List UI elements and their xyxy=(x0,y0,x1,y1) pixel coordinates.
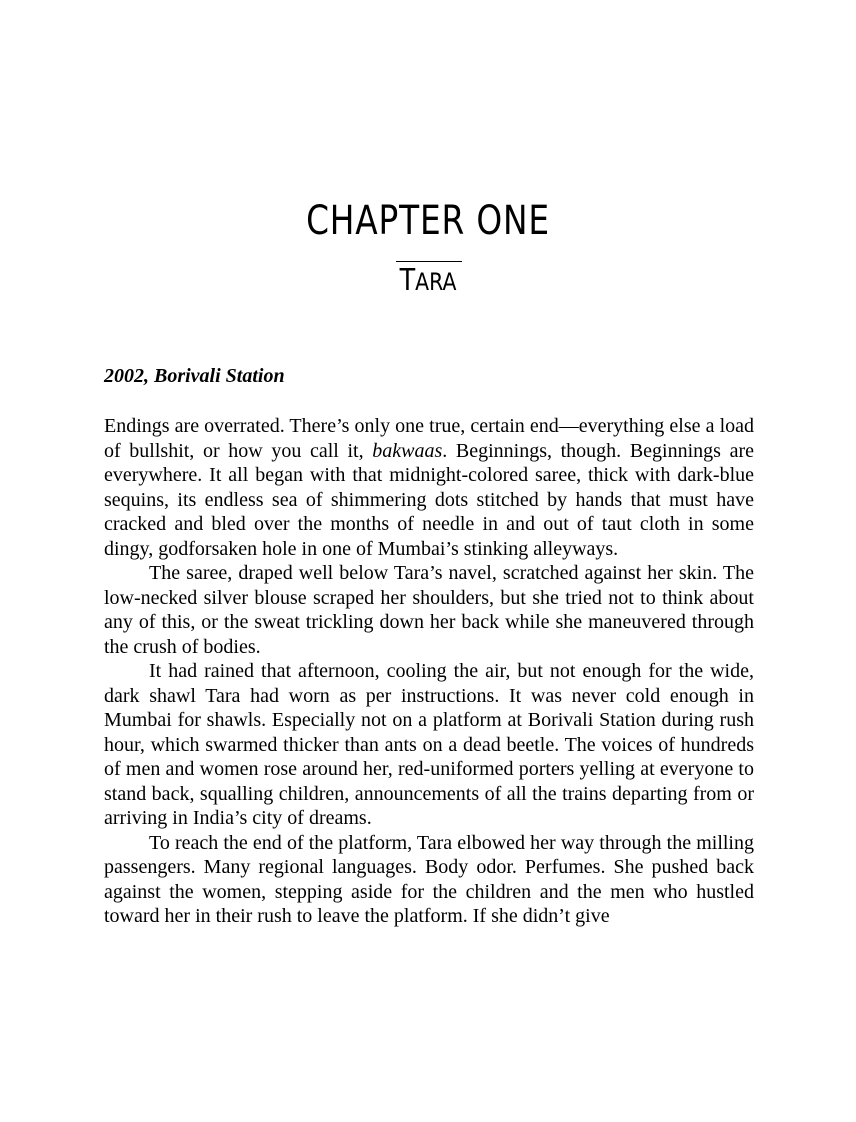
chapter-subtitle-rest: ARA xyxy=(415,268,457,296)
paragraph-1-text-a: Endings are overrated. There’s only one true, certain end—everything else a load of bullshit, or how you call it, xyxy=(104,415,754,462)
scene-dateline: 2002, Borivali Station xyxy=(104,365,285,387)
paragraph-1-italic-term: bakwaas xyxy=(372,439,443,462)
paragraph-1 xyxy=(104,414,754,561)
chapter-subtitle-initial: T xyxy=(399,263,416,298)
paragraph-4: To reach the end of the platform, Tara elbowed her way through the milling passengers. Many regional languages. Body odor. Perfumes. She pushed back against the women, stepping aside for the children and the men who hustled toward her in their rush to leave the platform. If she didn’t give xyxy=(104,831,754,927)
paragraph-2: The saree, draped well below Tara’s navel, scratched against her skin. The low-necked silver blouse scraped her shoulders, but she tried not to think about any of this, or the sweat trickling down her back while she maneuvered through the crush of bodies. xyxy=(104,562,754,658)
body-text xyxy=(104,414,754,929)
paragraph-1-text-b: . Beginnings, though. Beginnings are everywhere. It all began with that midnight-colored saree, thick with dark-blue sequins, its endless sea of shimmering dots stitched by hands that must have cracked and bled over the months of needle in and out of taut cloth in some dingy, godforsaken hole in one of Mumbai’s stinking alleyways. xyxy=(104,439,754,560)
paragraph-3: It had rained that afternoon, cooling the air, but not enough for the wide, dark shawl Tara had worn as per instructions. It was never cold enough in Mumbai for shawls. Especially not on a platform at Borivali Station during rush hour, which swarmed thicker than ants on a dead beetle. The voices of hundreds of men and women rose around her, red-uniformed porters yelling at everyone to stand back, squalling children, announcements of all the trains departing from or arriving in India’s city of dreams. xyxy=(104,660,754,829)
chapter-subtitle xyxy=(64,262,792,301)
chapter-heading: CHAPTER ONE xyxy=(306,198,550,244)
